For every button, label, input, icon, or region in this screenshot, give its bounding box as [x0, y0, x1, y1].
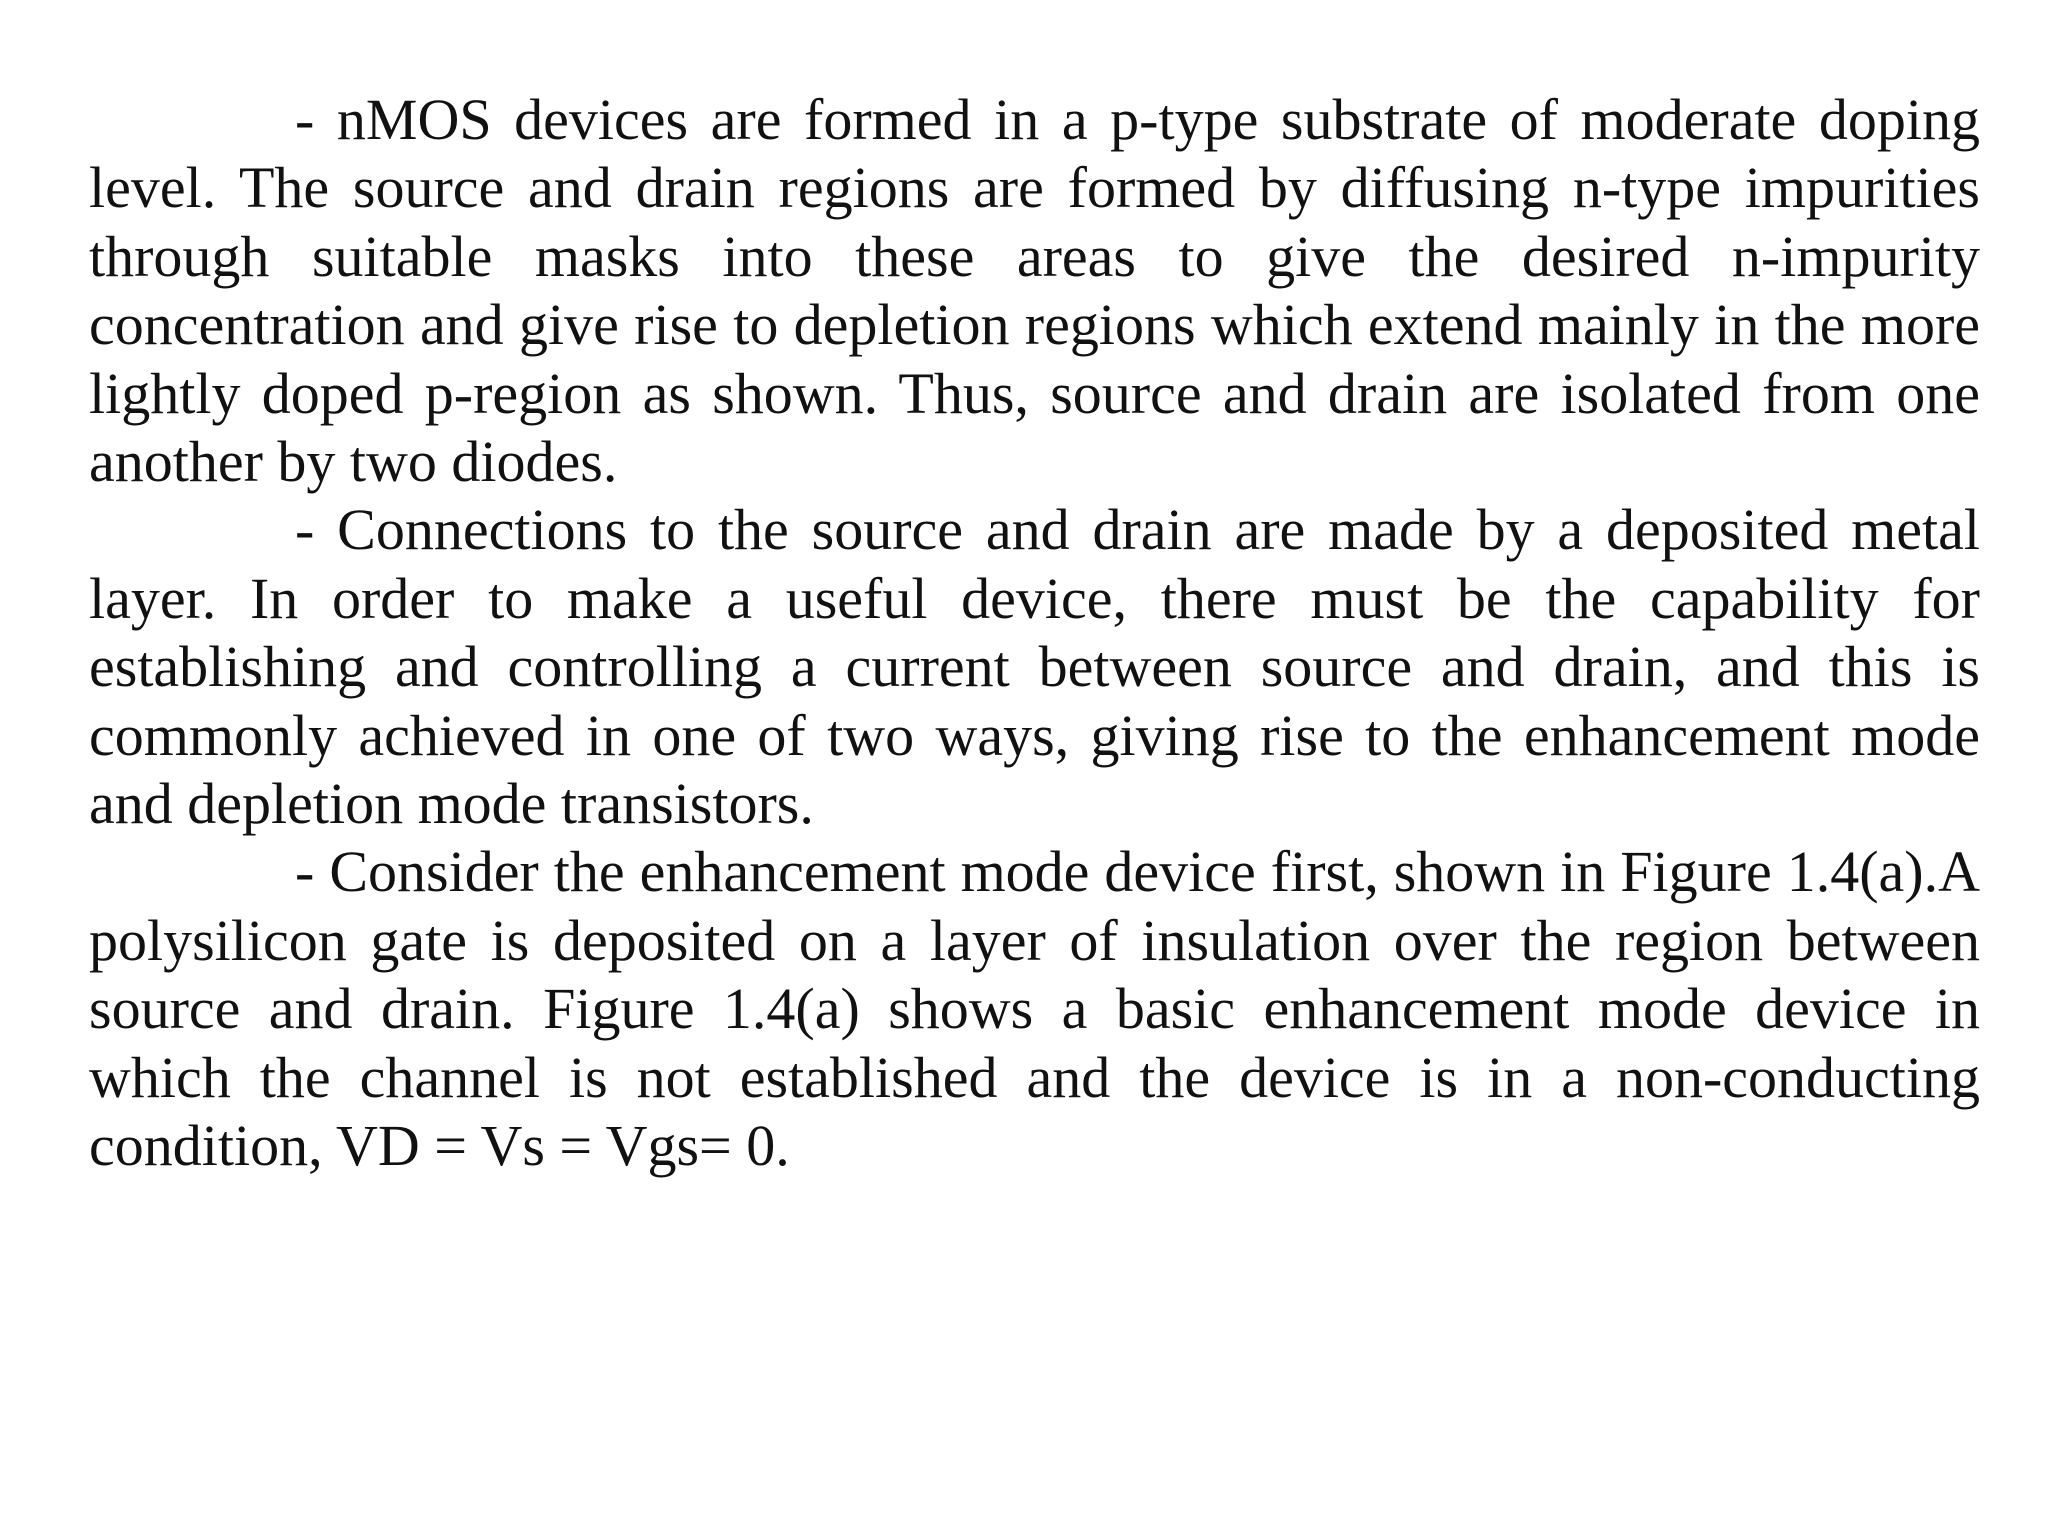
paragraph-connections: - Connections to the source and drain are made by a deposited metal layer. In order to make a useful device, there must be the capability for establishing and controlling a current between source and drain, and this is commonly achieved in one of two ways, giving rise to the enhancement mode and depletion mode transistors.: [89, 497, 1980, 837]
document-body: [89, 86, 1980, 1181]
paragraph-enhancement-mode: - Consider the enhancement mode device first, shown in Figure 1.4(a).A polysilicon gate is deposited on a layer of insulation over the region between source and drain. Figure 1.4(a) shows a basic enhancement mode device in which the channel is not established and the device is in a non-conducting condition, VD = Vs = Vgs= 0.: [89, 839, 1980, 1179]
paragraph-nmos-devices: - nMOS devices are formed in a p-type substrate of moderate doping level. The source and drain regions are formed by diffusing n-type impurities through suitable masks into these areas to give the desired n-impurity concentration and give rise to depletion regions which extend mainly in the more lightly doped p-region as shown. Thus, source and drain are isolated from one another by two diodes.: [89, 87, 1980, 495]
